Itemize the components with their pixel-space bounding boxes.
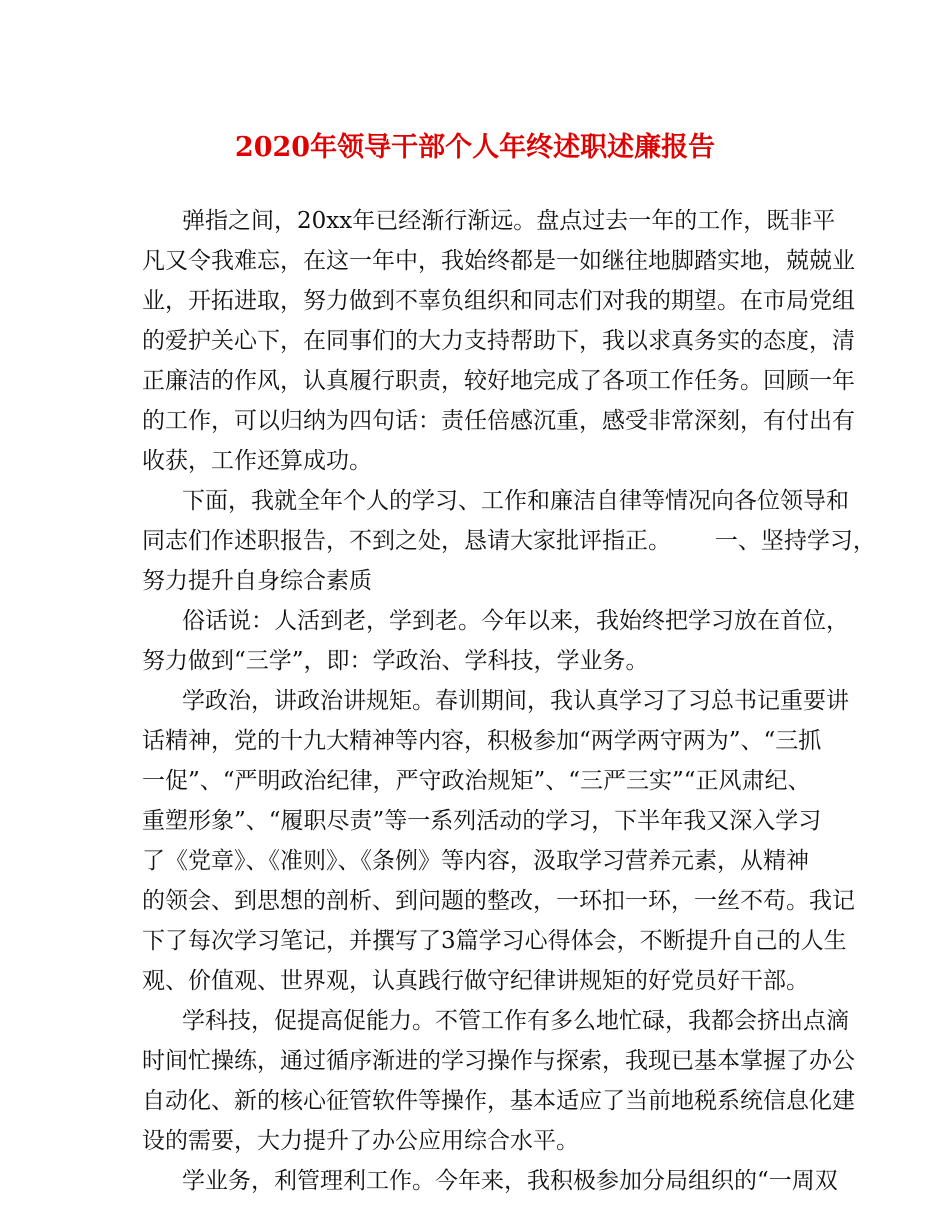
paragraph-line: 观、价值观、世界观，认真践行做守纪律讲规矩的好党员好干部。 [142, 968, 809, 994]
paragraph-line: 了《党章》、《准则》、《条例》等内容，汲取学习营养元素，从精神 [142, 848, 809, 874]
paragraph-line: 业，开拓进取，努力做到不辜负组织和同志们对我的期望。在市局党组 [142, 288, 855, 314]
paragraph-line: 学业务，利管理利工作。今年来，我积极参加分局组织的“一周双 [182, 1168, 838, 1194]
paragraph-line: 同志们作述职报告，不到之处，恳请大家批评指正。 一、坚持学习， [142, 528, 876, 554]
paragraph-line: 弹指之间，20xx年已经渐行渐远。盘点过去一年的工作，既非平 [182, 208, 836, 234]
paragraph-line: 话精神，党的十九大精神等内容，积极参加“两学两守两为”、“三抓 [142, 728, 822, 754]
paragraph-line: 的爱护关心下，在同事们的大力支持帮助下，我以求真务实的态度，清 [142, 328, 855, 354]
paragraph-line: 下了每次学习笔记，并撰写了3篇学习心得体会，不断提升自己的人生 [142, 928, 847, 954]
paragraph-line: 的工作，可以归纳为四句话：责任倍感沉重，感受非常深刻，有付出有 [142, 408, 855, 434]
paragraph-line: 重塑形象”、“履职尽责”等一系列活动的学习，下半年我又深入学习 [142, 808, 822, 834]
paragraph-line: 正廉洁的作风，认真履行职责，较好地完成了各项工作任务。回顾一年 [142, 368, 855, 394]
paragraph-line: 设的需要，大力提升了办公应用综合水平。 [142, 1128, 579, 1154]
paragraph-line: 下面，我就全年个人的学习、工作和廉洁自律等情况向各位领导和 [182, 488, 849, 514]
paragraph-line: 收获，工作还算成功。 [142, 448, 372, 474]
paragraph-line: 学科技，促提高促能力。不管工作有多么地忙碌，我都会挤出点滴 [182, 1008, 849, 1034]
paragraph-line: 俗话说：人活到老，学到老。今年以来，我始终把学习放在首位， [182, 608, 849, 634]
paragraph-line: 努力做到“三学”，即：学政治、学科技，学业务。 [142, 648, 649, 674]
paragraph-line: 学政治，讲政治讲规矩。春训期间，我认真学习了习总书记重要讲 [182, 688, 849, 714]
paragraph-line: 凡又令我难忘，在这一年中，我始终都是一如继往地脚踏实地，兢兢业 [142, 248, 855, 274]
paragraph-line: 时间忙操练，通过循序渐进的学习操作与探索，我现已基本掌握了办公 [142, 1048, 855, 1074]
paragraph-line: 自动化、新的核心征管软件等操作，基本适应了当前地税系统信息化建 [142, 1088, 855, 1114]
section-heading-line: 努力提升自身综合素质 [142, 568, 372, 594]
paragraph-line: 一促”、“严明政治纪律，严守政治规矩”、“三严三实”“正风肃纪、 [142, 768, 811, 794]
document-title: 2020年领导干部个人年终述职述廉报告 [234, 132, 716, 163]
paragraph-line: 的领会、到思想的剖析、到问题的整改，一环扣一环，一丝不苟。我记 [142, 888, 855, 914]
